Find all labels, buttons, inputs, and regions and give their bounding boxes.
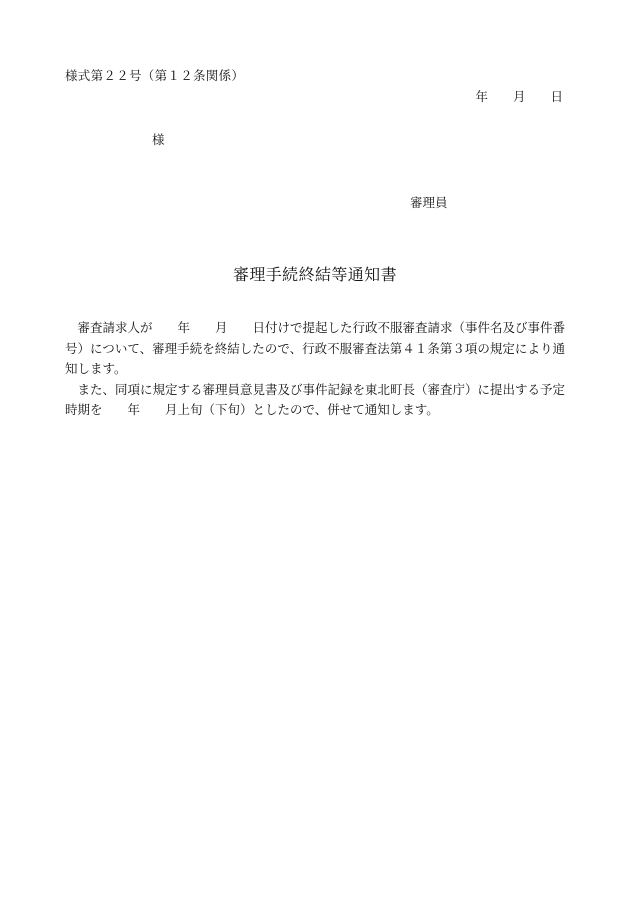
addressee: 様 xyxy=(152,132,165,147)
body-paragraph: 審査請求人が 年 月 日付けで提起した行政不服審査請求（事件名及び事件番号）について、審理手続を終結したので、行政不服審査法第４１条第３項の規定により通知します。 xyxy=(65,320,566,376)
body-text xyxy=(65,318,565,421)
sender: 審理員 xyxy=(410,195,448,210)
body-paragraph: また、同項に規定する審理員意見書及び事件記録を東北町長（審査庁）に提出する予定時期を 年 月上旬（下旬）としたので、併せて通知します。 xyxy=(65,381,566,417)
form-number: 様式第２２号（第１２条関係） xyxy=(65,68,245,83)
date-line: 年 月 日 xyxy=(475,89,563,104)
document-title: 審理手続終結等通知書 xyxy=(232,265,397,284)
